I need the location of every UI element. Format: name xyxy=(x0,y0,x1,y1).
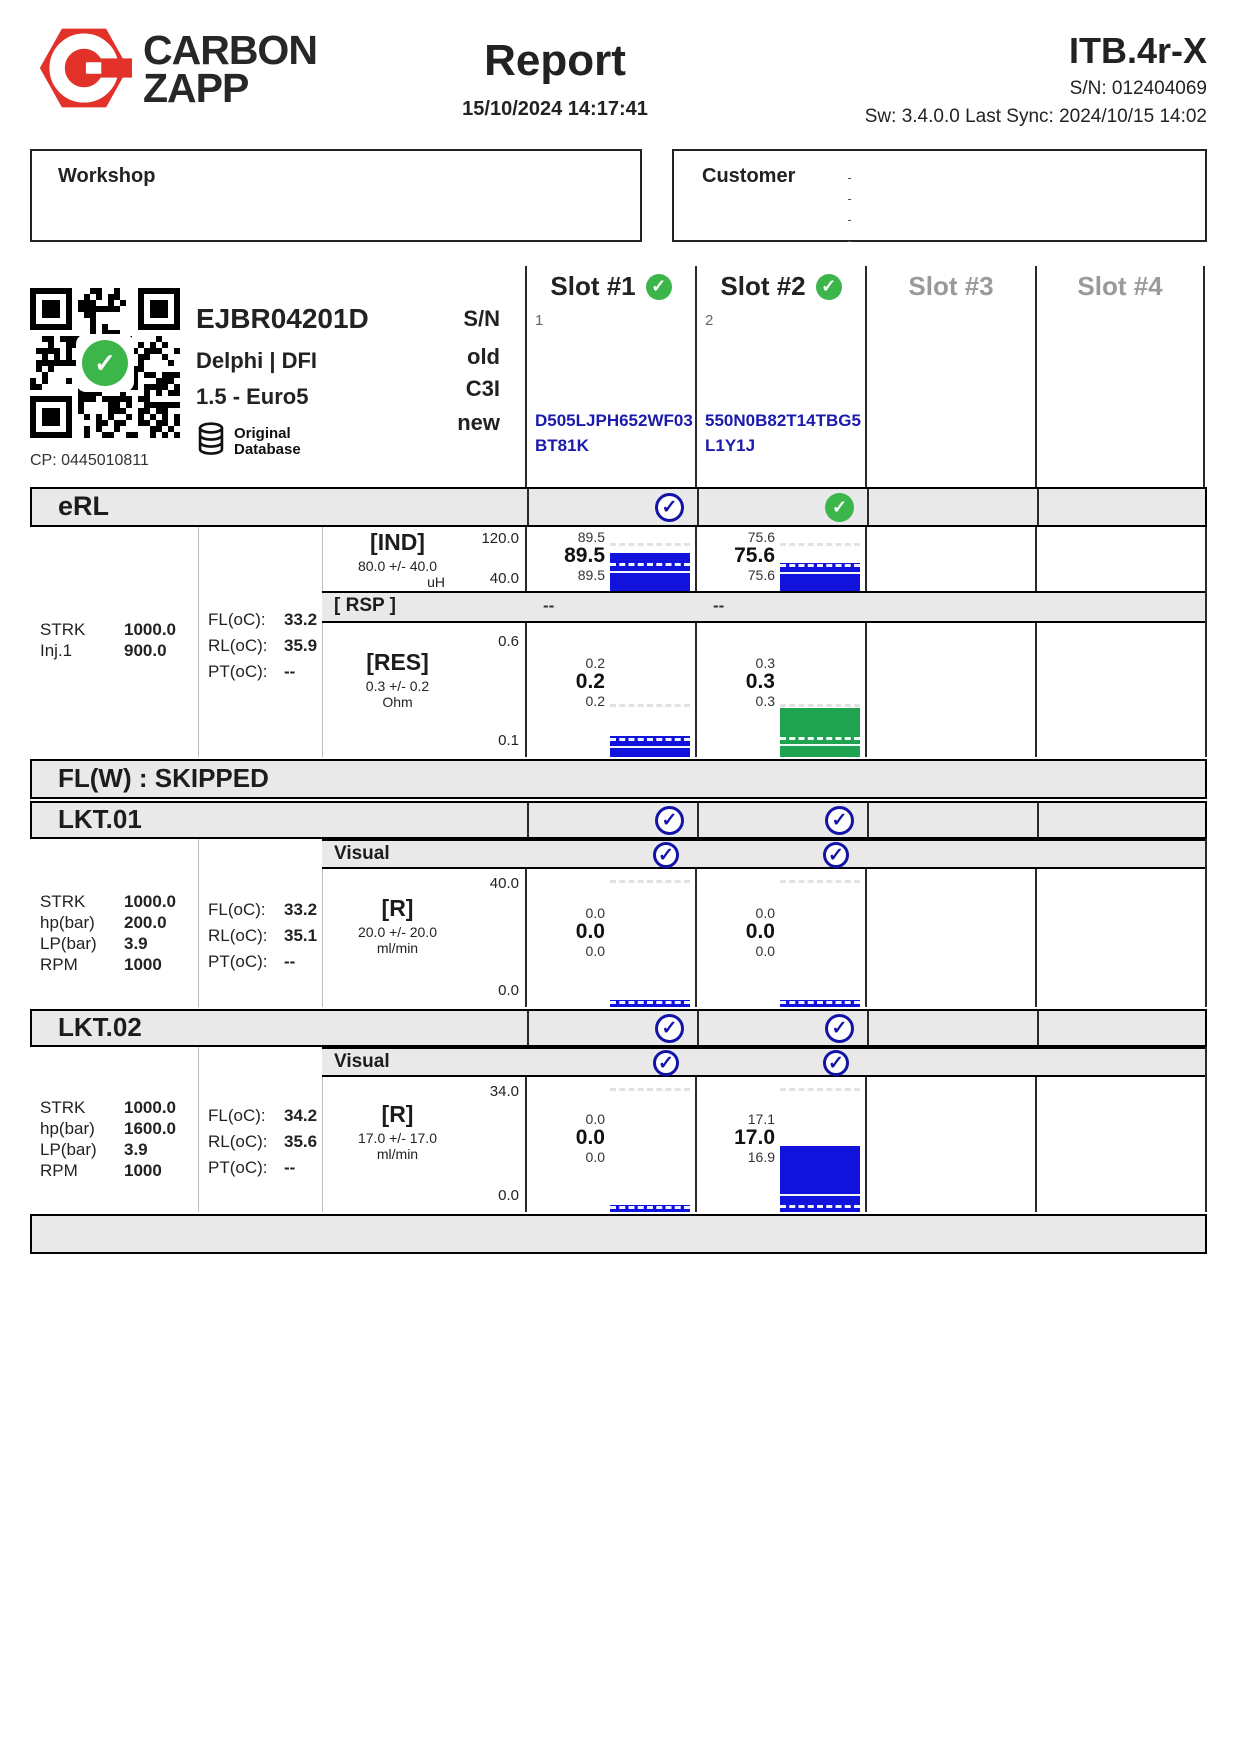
lkt02-visual-band xyxy=(322,1047,1205,1077)
res-slot1-value: 0.2 xyxy=(575,670,605,693)
customer-dash: - xyxy=(847,233,852,248)
label-c3i: C3I xyxy=(465,376,500,401)
lkt02-slot1-gauge xyxy=(610,1079,690,1212)
temp-label: RL(oC): xyxy=(208,636,268,655)
slot2-header-cell xyxy=(695,266,865,487)
customer-box xyxy=(672,149,1207,248)
ind-axis-max: 120.0 xyxy=(481,530,519,547)
qr-check-icon: ✓ xyxy=(76,334,134,392)
temp-value: -- xyxy=(284,662,296,681)
label-old: old xyxy=(467,344,500,369)
temp-value: 33.2 xyxy=(284,900,318,919)
temp-value: 35.9 xyxy=(284,636,318,655)
res-unit: Ohm xyxy=(382,694,413,710)
param-label: STRK xyxy=(40,892,86,911)
param-label: hp(bar) xyxy=(40,1119,95,1138)
slot4-header-cell xyxy=(1035,266,1205,487)
lkt01-slot2-check-icon: ✓ xyxy=(825,806,854,835)
res-axis-min: 0.1 xyxy=(498,732,519,749)
lkt01-visual-label: Visual xyxy=(334,843,390,864)
temp-label: FL(oC): xyxy=(208,610,266,629)
database-row xyxy=(196,422,369,461)
lkt01-slot1-gauge xyxy=(610,871,690,1007)
lkt02-slot2-cell xyxy=(695,1077,865,1212)
lkt02-slot1-max: 0.0 xyxy=(585,1111,605,1127)
lkt01-section-band xyxy=(30,801,1207,839)
lkt01-temps xyxy=(208,897,324,975)
ind-slot2-gauge xyxy=(780,529,860,591)
ind-test-name: [IND] xyxy=(370,529,425,555)
lkt01-unit: ml/min xyxy=(376,940,419,956)
lkt02-body xyxy=(30,1047,1207,1212)
cp-code: CP: 0445010811 xyxy=(30,452,149,469)
lkt01-slot1-check-icon: ✓ xyxy=(655,806,684,835)
res-test-name: [RES] xyxy=(366,649,429,675)
database-label-line1: Original xyxy=(234,424,291,442)
slot2-check-icon: ✓ xyxy=(816,274,842,300)
slot1-check-icon: ✓ xyxy=(646,274,672,300)
lkt02-axis-max: 34.0 xyxy=(489,1083,519,1100)
device-model: ITB.4r-X xyxy=(1068,30,1207,71)
ind-slot2-min: 75.6 xyxy=(747,567,775,583)
lkt02-slot1-cell xyxy=(525,1077,695,1212)
res-slot1-min: 0.2 xyxy=(585,693,605,709)
workshop-label: Workshop xyxy=(58,165,156,187)
device-serial: S/N: 012404069 xyxy=(1069,78,1207,99)
rsp-row xyxy=(322,591,1205,623)
rsp-test-name: [ RSP ] xyxy=(334,595,396,616)
lkt01-slot1-cell xyxy=(525,869,695,1007)
lkt02-visual-slot1-check-icon: ✓ xyxy=(653,1050,679,1076)
temp-label: PT(oC): xyxy=(208,952,268,971)
lkt01-slot2-min: 0.0 xyxy=(755,943,775,959)
lkt02-axis-min: 0.0 xyxy=(498,1187,519,1204)
ind-test-panel xyxy=(322,527,525,591)
slot1-serial xyxy=(535,408,693,458)
param-label: STRK xyxy=(40,1098,86,1117)
ind-slot1-max: 89.5 xyxy=(577,529,605,545)
res-slot2-max: 0.3 xyxy=(755,655,775,671)
rsp-slot1-value: -- xyxy=(543,596,555,615)
lkt02-slot2-min: 16.9 xyxy=(747,1149,775,1165)
page-title: Report xyxy=(484,36,626,85)
slot4-label: Slot #4 xyxy=(1077,271,1163,301)
lkt02-params xyxy=(40,1097,176,1181)
res-axis-max: 0.6 xyxy=(498,633,519,650)
param-label: Inj.1 xyxy=(40,641,73,660)
temp-label: RL(oC): xyxy=(208,926,268,945)
rsp-slot2-value: -- xyxy=(713,596,725,615)
temp-label: FL(oC): xyxy=(208,900,266,919)
lkt01-axis-max: 40.0 xyxy=(489,875,519,892)
param-value: 1000.0 xyxy=(124,892,176,911)
injector-type: 1.5 - Euro5 xyxy=(196,384,309,409)
slot3-header-cell xyxy=(865,266,1035,487)
erl-params xyxy=(40,619,176,661)
injector-make: Delphi | DFI xyxy=(196,348,318,373)
lkt02-slot2-bar xyxy=(780,1146,860,1213)
temp-value: 35.6 xyxy=(284,1132,318,1151)
temp-value: -- xyxy=(284,1158,296,1177)
lkt02-slot2-value: 17.0 xyxy=(734,1126,775,1149)
lkt02-slot2-check-icon: ✓ xyxy=(825,1014,854,1043)
slot3-label: Slot #3 xyxy=(908,271,994,301)
slot1-index: 1 xyxy=(535,312,544,329)
flw-title: FL(W) : SKIPPED xyxy=(58,763,269,793)
lkt02-slot2-gauge xyxy=(780,1079,860,1212)
lkt02-slot1-value: 0.0 xyxy=(575,1126,605,1149)
erl-body xyxy=(30,527,1207,757)
device-info-block xyxy=(865,30,1207,128)
lkt01-visual-slot1-check-icon: ✓ xyxy=(653,842,679,868)
param-label: LP(bar) xyxy=(40,934,97,953)
temp-value: -- xyxy=(284,952,296,971)
param-label: hp(bar) xyxy=(40,913,95,932)
lkt02-visual-label: Visual xyxy=(334,1051,390,1072)
flw-section-band xyxy=(30,759,1207,799)
ind-slot1-gauge xyxy=(610,529,690,591)
res-tolerance: 0.3 +/- 0.2 xyxy=(365,678,430,694)
res-test-panel xyxy=(322,623,525,757)
customer-dash: - xyxy=(847,191,852,206)
label-new: new xyxy=(457,410,500,435)
lkt01-slot2-value: 0.0 xyxy=(745,920,775,943)
param-value: 1600.0 xyxy=(124,1119,176,1138)
device-sync: Sw: 3.4.0.0 Last Sync: 2024/10/15 14:02 xyxy=(864,106,1207,127)
lkt02-section-band xyxy=(30,1009,1207,1047)
lkt02-visual-slot2-check-icon: ✓ xyxy=(823,1050,849,1076)
temp-label: FL(oC): xyxy=(208,1106,266,1125)
database-label-line2: Database xyxy=(234,440,301,458)
erl-section-band xyxy=(30,487,1207,527)
res-slot2-bar xyxy=(780,708,860,757)
carbonzapp-logo-icon xyxy=(36,20,132,116)
temp-label: PT(oC): xyxy=(208,1158,268,1177)
report-datetime: 15/10/2024 14:17:41 xyxy=(462,98,648,120)
slot1-serial-line1: D505LJPH652WF03 xyxy=(535,411,693,430)
logo-line-1: CARBON xyxy=(143,27,317,73)
res-slot1-max: 0.2 xyxy=(585,655,605,671)
report-title-block xyxy=(363,36,747,121)
param-value: 200.0 xyxy=(124,913,167,932)
param-value: 3.9 xyxy=(124,934,148,953)
lkt01-title: LKT.01 xyxy=(58,804,142,834)
database-icon xyxy=(196,422,226,461)
lkt01-axis-min: 0.0 xyxy=(498,982,519,999)
lkt02-test-panel xyxy=(322,1077,525,1212)
lkt01-tolerance: 20.0 +/- 20.0 xyxy=(357,924,437,940)
res-slot1-cell xyxy=(525,623,695,757)
slot2-serial-line2: L1Y1J xyxy=(705,436,756,455)
temp-label: RL(oC): xyxy=(208,1132,268,1151)
injector-code: EJBR04201D xyxy=(196,303,369,334)
lkt01-slot2-cell xyxy=(695,869,865,1007)
param-value: 1000 xyxy=(124,955,162,974)
ind-tolerance: 80.0 +/- 40.0 xyxy=(357,558,437,574)
ind-slot2-max: 75.6 xyxy=(747,529,775,545)
lkt02-title: LKT.02 xyxy=(58,1012,142,1042)
lkt01-body xyxy=(30,839,1207,1007)
ind-slot2-cell xyxy=(695,527,865,591)
injector-info-block xyxy=(196,303,369,461)
slot2-index: 2 xyxy=(705,312,714,329)
res-slot2-cell xyxy=(695,623,865,757)
lkt02-tolerance: 17.0 +/- 17.0 xyxy=(357,1130,437,1146)
slot-header-area xyxy=(525,266,1207,487)
lkt01-visual-band xyxy=(322,839,1205,869)
res-slot1-gauge xyxy=(610,625,690,757)
customer-placeholder-lines xyxy=(847,167,851,251)
temp-value: 34.2 xyxy=(284,1106,318,1125)
ind-slot2-value: 75.6 xyxy=(734,544,775,567)
erl-title: eRL xyxy=(58,491,110,521)
carbonzapp-logo-text xyxy=(143,27,317,111)
temp-label: PT(oC): xyxy=(208,662,268,681)
customer-dash: - xyxy=(847,212,852,227)
param-value: 1000 xyxy=(124,1161,162,1180)
lkt01-slot2-gauge xyxy=(780,871,860,1007)
ind-slot1-cell xyxy=(525,527,695,591)
ind-unit: uH xyxy=(427,574,445,590)
param-value: 1000.0 xyxy=(124,620,176,639)
slot2-serial xyxy=(705,408,861,458)
temp-value: 35.1 xyxy=(284,926,318,945)
slot2-label: Slot #2 xyxy=(720,271,806,301)
slot2-serial-line1: 550N0B82T14TBG5 xyxy=(705,411,861,430)
param-label: LP(bar) xyxy=(40,1140,97,1159)
ind-axis-min: 40.0 xyxy=(489,570,519,587)
slot1-header-cell xyxy=(525,266,695,487)
slot1-label: Slot #1 xyxy=(550,271,636,301)
workshop-box xyxy=(30,149,642,242)
lkt02-slot2-max: 17.1 xyxy=(747,1111,775,1127)
res-slot2-gauge xyxy=(780,625,860,757)
lkt01-test-panel xyxy=(322,869,525,1007)
res-slot2-value: 0.3 xyxy=(745,670,775,693)
lkt01-params xyxy=(40,891,176,975)
param-value: 1000.0 xyxy=(124,1098,176,1117)
lkt01-visual-slot2-check-icon: ✓ xyxy=(823,842,849,868)
erl-slot1-check-icon: ✓ xyxy=(655,493,684,522)
lkt01-slot2-max: 0.0 xyxy=(755,905,775,921)
lkt01-slot1-min: 0.0 xyxy=(585,943,605,959)
param-label: RPM xyxy=(40,1161,78,1180)
lkt02-temps xyxy=(208,1103,324,1181)
footer-band xyxy=(30,1214,1207,1254)
slot1-serial-line2: BT81K xyxy=(535,436,589,455)
erl-slot2-check-icon: ✓ xyxy=(825,493,854,522)
param-label: STRK xyxy=(40,620,86,639)
customer-dash: - xyxy=(847,170,852,185)
database-label xyxy=(234,426,301,458)
ind-slot1-value: 89.5 xyxy=(564,544,605,567)
res-slot2-min: 0.3 xyxy=(755,693,775,709)
lkt02-slot1-check-icon: ✓ xyxy=(655,1014,684,1043)
lkt01-slot1-max: 0.0 xyxy=(585,905,605,921)
erl-temps xyxy=(208,607,324,685)
lkt01-slot1-value: 0.0 xyxy=(575,920,605,943)
logo-line-2: ZAPP xyxy=(143,64,249,111)
lkt02-slot1-min: 0.0 xyxy=(585,1149,605,1165)
param-value: 3.9 xyxy=(124,1140,148,1159)
lkt02-test-name: [R] xyxy=(381,1101,414,1127)
param-label: RPM xyxy=(40,955,78,974)
param-value: 900.0 xyxy=(124,641,167,660)
lkt01-test-name: [R] xyxy=(381,895,414,921)
customer-label: Customer xyxy=(702,165,796,187)
lkt02-unit: ml/min xyxy=(376,1146,419,1162)
label-sn: S/N xyxy=(463,306,500,331)
temp-value: 33.2 xyxy=(284,610,318,629)
ind-slot1-min: 89.5 xyxy=(577,567,605,583)
